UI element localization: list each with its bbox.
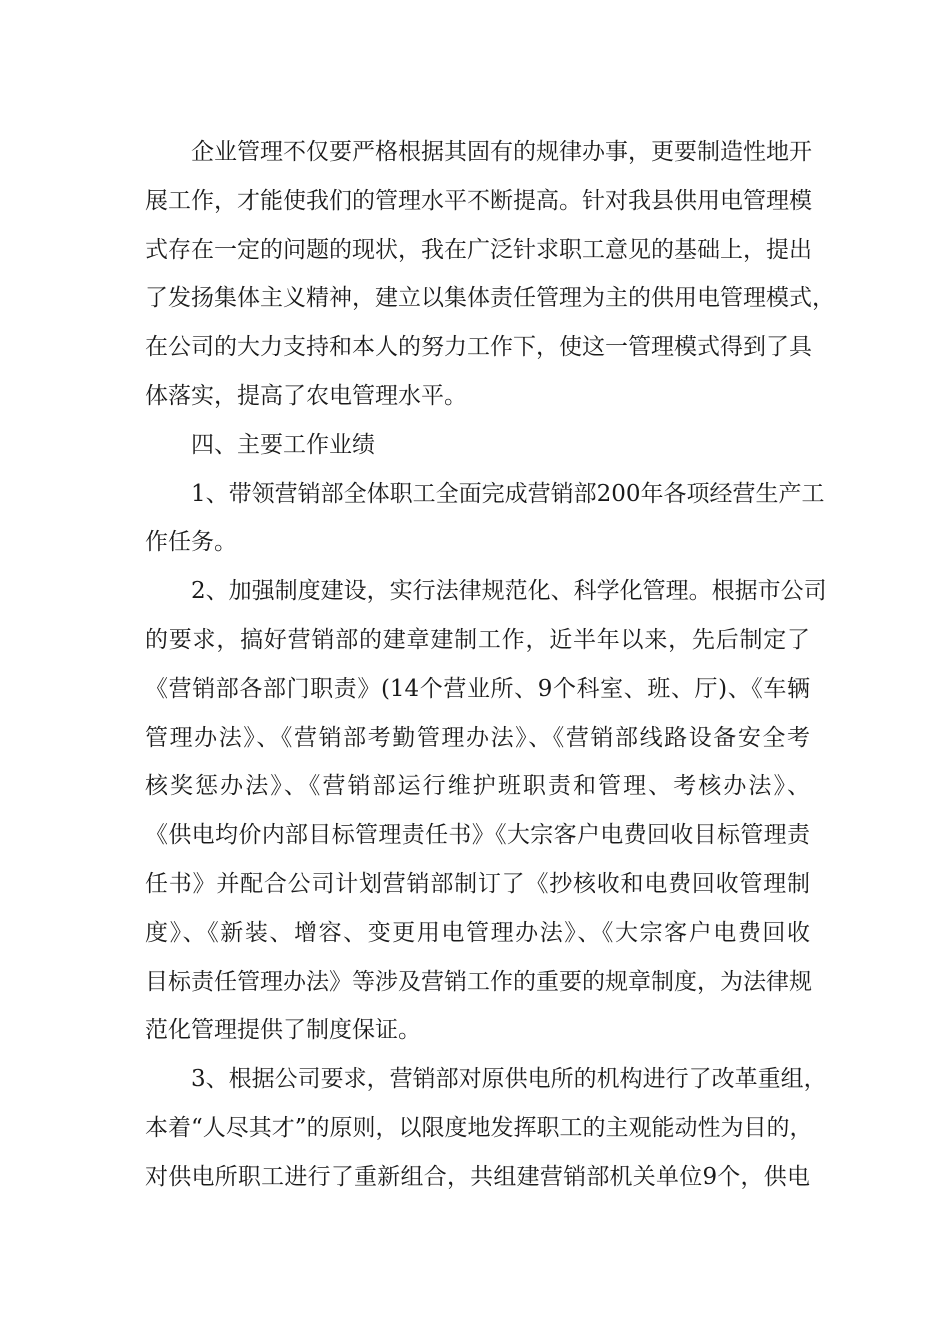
paragraph-item-3 xyxy=(145,1055,827,1201)
text-line: 的要求，搞好营销部的建章建制工作，近半年以来，先后制定了 xyxy=(145,626,810,653)
text-line: 对供电所职工进行了重新组合，共组建营销部机关单位9个，供电 xyxy=(145,1163,810,1190)
text-line: 《营销部各部门职责》(14个营业所、9个科室、班、厅)、《车辆 xyxy=(145,675,810,702)
text-line: 目标责任管理办法》等涉及营销工作的重要的规章制度，为法律规 xyxy=(145,968,812,995)
text-line: 1、带领营销部全体职工全面完成营销部200年各项经营生产工 xyxy=(191,480,825,507)
section-heading: 四、主要工作业绩 xyxy=(191,431,375,458)
text-line: 《供电均价内部目标管理责任书》《大宗客户电费回收目标管理责 xyxy=(145,822,810,849)
text-line: 企业管理不仅要严格根据其固有的规律办事，更要制造性地开 xyxy=(191,139,812,165)
text-line: 管理办法》、《营销部考勤管理办法》、《营销部线路设备安全考 xyxy=(145,724,810,751)
text-line: 本着“人尽其才”的原则，以限度地发挥职工的主观能动性为目的， xyxy=(145,1114,813,1141)
text-line: 任书》并配合公司计划营销部制订了《抄核收和电费回收管理制 xyxy=(145,870,810,897)
text-line: 核奖惩办法》、《营销部运行维护班职责和管理、考核办法》、 xyxy=(145,773,810,800)
text-line: 在公司的大力支持和本人的努力工作下，使这一管理模式得到了具 xyxy=(145,334,812,361)
paragraph-management-model xyxy=(145,128,835,421)
document-body xyxy=(145,128,835,1202)
text-line: 展工作，才能使我们的管理水平不断提高。针对我县供用电管理模 xyxy=(145,187,812,214)
text-line: 范化管理提供了制度保证。 xyxy=(145,1017,421,1044)
text-line: 了发扬集体主义精神，建立以集体责任管理为主的供用电管理模式， xyxy=(145,285,835,312)
paragraph-item-1 xyxy=(145,470,825,568)
paragraph-item-2 xyxy=(145,567,827,1055)
text-line: 2、加强制度建设，实行法律规范化、科学化管理。根据市公司 xyxy=(191,578,827,605)
text-line: 作任务。 xyxy=(145,529,237,556)
section-heading-achievements xyxy=(145,421,810,470)
text-line: 体落实，提高了农电管理水平。 xyxy=(145,382,467,409)
text-line: 3、根据公司要求，营销部对原供电所的机构进行了改革重组， xyxy=(191,1066,827,1093)
text-line: 度》、《新装、增容、变更用电管理办法》、《大宗客户电费回收 xyxy=(145,919,810,946)
text-line: 式存在一定的问题的现状，我在广泛针求职工意见的基础上，提出 xyxy=(145,236,812,263)
